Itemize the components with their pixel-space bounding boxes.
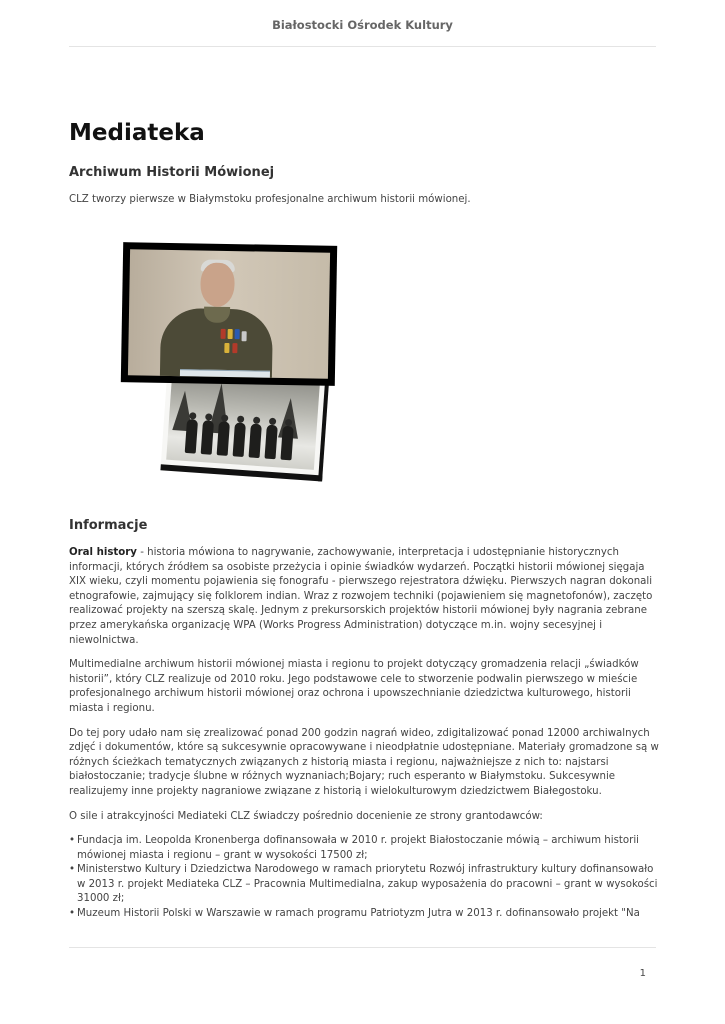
- page-header: [69, 0, 656, 47]
- page-title: Mediateka: [69, 120, 205, 146]
- interview-video-still: [121, 242, 337, 386]
- term-oral-history: Oral history: [69, 547, 137, 558]
- paragraph-archive-project: Multimedialne archiwum historii mówionej miasta i regionu to projekt dotyczący gromadzenia relacji „świadków historii”, który CLZ realizuje od 2010 roku. Jego podstawowe cele to stworzenie podwalin pierwszego w mieście profesjonalnego archiwum historii mówionej oraz ochrona i upowszechnianie dziedzictwa kulturowego, historii miasta i regionu.: [69, 659, 639, 714]
- section-title-info: Informacje: [69, 518, 148, 533]
- paragraph-oral-history: [69, 546, 659, 648]
- paragraph-grants-intro: O sile i atrakcyjności Mediateki CLZ świadczy pośrednio docenienie ze strony grantodawców:: [69, 810, 543, 822]
- footer-divider: [69, 947, 656, 948]
- site-name: Białostocki Ośrodek Kultury: [272, 18, 453, 32]
- page-number: 1: [639, 968, 646, 979]
- video-controls-bar: [180, 369, 270, 378]
- intro-text: CLZ tworzy pierwsze w Białymstoku profesjonalne archiwum historii mówionej.: [69, 194, 471, 205]
- paragraph-achievements: Do tej pory udało nam się zrealizować ponad 200 godzin nagrań wideo, zdigitalizować ponad 12000 archiwalnych zdjęć i dokumentów, które są sukcesywnie opracowywane i nieodpłatnie udostępniane. Materiały gromadzone są w różnych ścieżkach tematycznych związanych z historią miasta i regionu, najważniejsze z nich to: najstarsi białostoczanie; tradycje ślubne w różnych wyznaniach;Bojary; ruch esperanto w Białymstoku. Sukcesywnie realizujemy inne projekty nagraniowe związane z historią i wielokulturowym dziedzictwem Białegostoku.: [69, 727, 659, 797]
- paragraph-text: - historia mówiona to nagrywanie, zachowywanie, interpretacja i udostępnianie historycznych informacji, których źródłem sa osobiste przeżycia i opinie świadków wydarzeń. Początki historii mówionej sięgaja XIX wieku, czyli momentu pojawienia się fonografu - pierwszego rejestratora dźwięku. Pierwszych nagran dokonali etnografowie, zajmujący się folklorem indian. Wraz z rozwojem techniki (pojawieniem się magnetofonów), zaczęto realizować projekty na szerszą skalę. Jednym z prekursorskich projektów historii mówionej były nagrania zebrane przez amerykańska organizację WPA (Works Progress Administration) dotyczące m.in. wojny secesyjnej i niewolnictwa.: [69, 547, 653, 646]
- grants-list: [69, 834, 659, 922]
- list-item: • Ministerstwo Kultury i Dziedzictwa Narodowego w ramach priorytetu Rozwój infrastruktury kultury dofinansowało w 2013 r. projekt Mediateka CLZ – Pracownia Multimedialna, zakup wyposażenia do pracowni – grant w wysokości 31000 zł;: [69, 863, 659, 907]
- section-title-archive: Archiwum Historii Mówionej: [69, 165, 275, 180]
- list-item: • Muzeum Historii Polski w Warszawie w ramach programu Patriotyzm Jutra w 2013 r. dofinansowało projekt "Na: [69, 907, 659, 922]
- article-body: [69, 546, 659, 922]
- photo-collage: [118, 240, 348, 502]
- list-item: • Fundacja im. Leopolda Kronenberga dofinansowała w 2010 r. projekt Białostoczanie mówią – archiwum historii mówionej miasta i regionu – grant w wysokości 17500 zł;: [69, 834, 659, 863]
